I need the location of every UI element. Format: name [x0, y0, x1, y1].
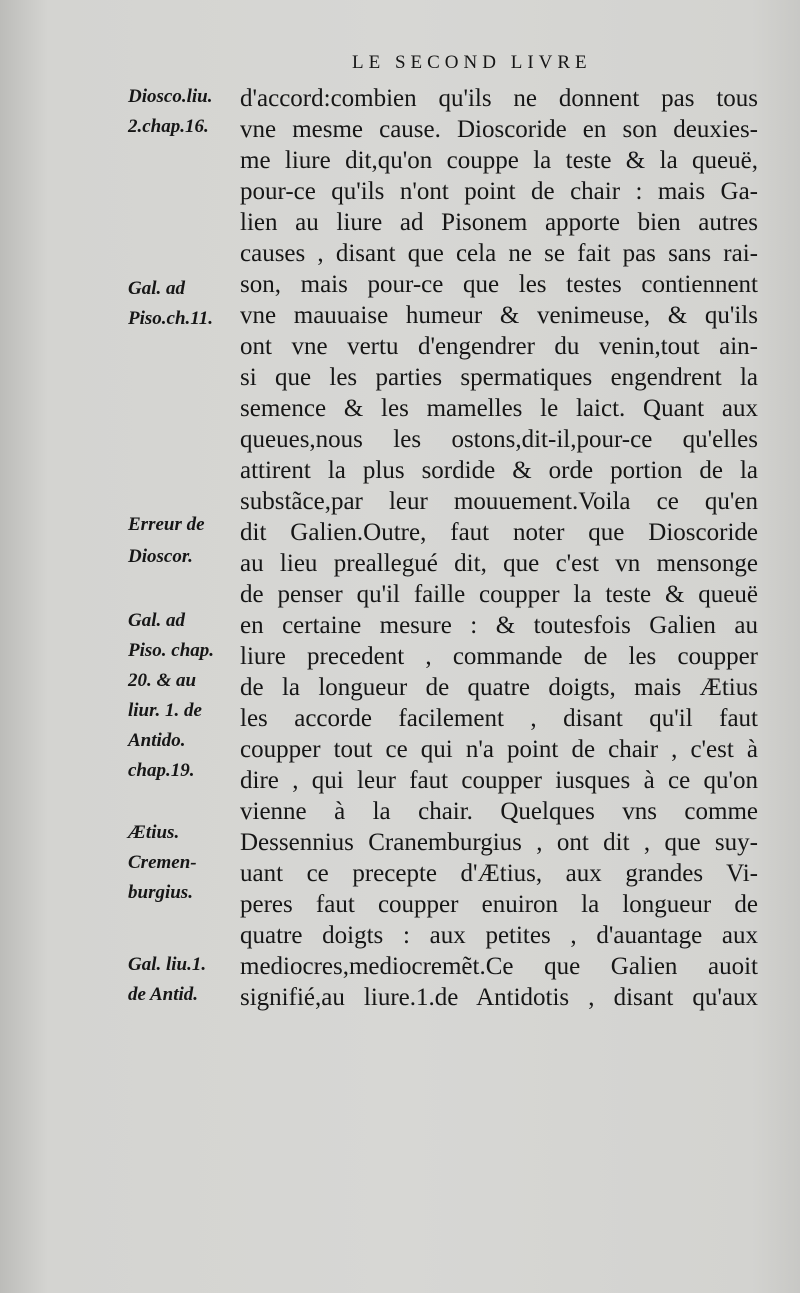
text-line: de penser qu'il faille coupper la teste & queuë: [240, 581, 758, 608]
running-head: LE SECOND LIVRE: [352, 52, 592, 73]
text-line: Dessennius Cranemburgius , ont dit , que suy-: [240, 829, 758, 856]
text-line: les accorde facilement , disant qu'il faut: [240, 705, 758, 732]
margin-note: Gal. liu.1.: [128, 954, 207, 975]
margin-note: Erreur de: [128, 514, 205, 535]
text-line: substãce,par leur mouuement.Voila ce qu'en: [240, 488, 758, 515]
text-line: liure precedent , commande de les coupper: [240, 643, 758, 670]
text-line: d'accord:combien qu'ils ne donnent pas tous: [240, 85, 758, 112]
text-line: en certaine mesure : & toutesfois Galien au: [240, 612, 758, 639]
margin-note: burgius.: [128, 882, 193, 903]
text-line: son, mais pour-ce que les testes contiennent: [240, 271, 758, 298]
margin-note: 20. & au: [128, 670, 197, 691]
margin-note: Piso. chap.: [128, 640, 215, 661]
margin-note: Diosco.liu.: [128, 86, 213, 107]
text-line: vne mesme cause. Dioscoride en son deuxies-: [240, 116, 758, 143]
text-line: mediocres,mediocremẽt.Ce que Galien auoit: [240, 953, 758, 980]
margin-note: Gal. ad: [128, 610, 185, 631]
margin-note: Gal. ad: [128, 278, 185, 299]
text-line: de la longueur de quatre doigts, mais Ætius: [240, 674, 758, 701]
margin-note: liur. 1. de: [128, 700, 202, 721]
text-line: pour-ce qu'ils n'ont point de chair : mais Ga-: [240, 178, 758, 205]
text-line: signifié,au liure.1.de Antidotis , disant qu'aux: [240, 984, 758, 1011]
margin-note: chap.19.: [128, 760, 195, 781]
text-line: causes , disant que cela ne se fait pas sans rai-: [240, 240, 758, 267]
text-line: peres faut coupper enuiron la longueur de: [240, 891, 758, 918]
text-line: lien au liure ad Pisonem apporte bien autres: [240, 209, 758, 236]
text-line: vne mauuaise humeur & venimeuse, & qu'ils: [240, 302, 758, 329]
margin-note: Ætius.: [128, 822, 180, 843]
margin-note: Piso.ch.11.: [128, 308, 213, 329]
text-line: uant ce precepte d'Ætius, aux grandes Vi-: [240, 860, 758, 887]
text-line: quatre doigts : aux petites , d'auantage aux: [240, 922, 758, 949]
text-line: au lieu preallegué dit, que c'est vn mensonge: [240, 550, 758, 577]
text-line: semence & les mamelles le laict. Quant aux: [240, 395, 758, 422]
margin-note: 2.chap.16.: [128, 116, 209, 137]
text-line: si que les parties spermatiques engendrent la: [240, 364, 758, 391]
margin-note: de Antid.: [128, 984, 199, 1005]
text-line: attirent la plus sordide & orde portion de la: [240, 457, 758, 484]
margin-note: Cremen-: [128, 852, 197, 873]
text-line: me liure dit,qu'on couppe la teste & la queuë,: [240, 147, 758, 174]
text-line: dit Galien.Outre, faut noter que Dioscoride: [240, 519, 758, 546]
text-line: dire , qui leur faut coupper iusques à ce qu'on: [240, 767, 758, 794]
text-line: queues,nous les ostons,dit-il,pour-ce qu'elles: [240, 426, 758, 453]
text-line: vienne à la chair. Quelques vns comme: [240, 798, 758, 825]
text-line: coupper tout ce qui n'a point de chair , c'est à: [240, 736, 758, 763]
text-line: ont vne vertu d'engendrer du venin,tout ain-: [240, 333, 758, 360]
margin-note: Dioscor.: [128, 546, 193, 567]
margin-note: Antido.: [128, 730, 186, 751]
